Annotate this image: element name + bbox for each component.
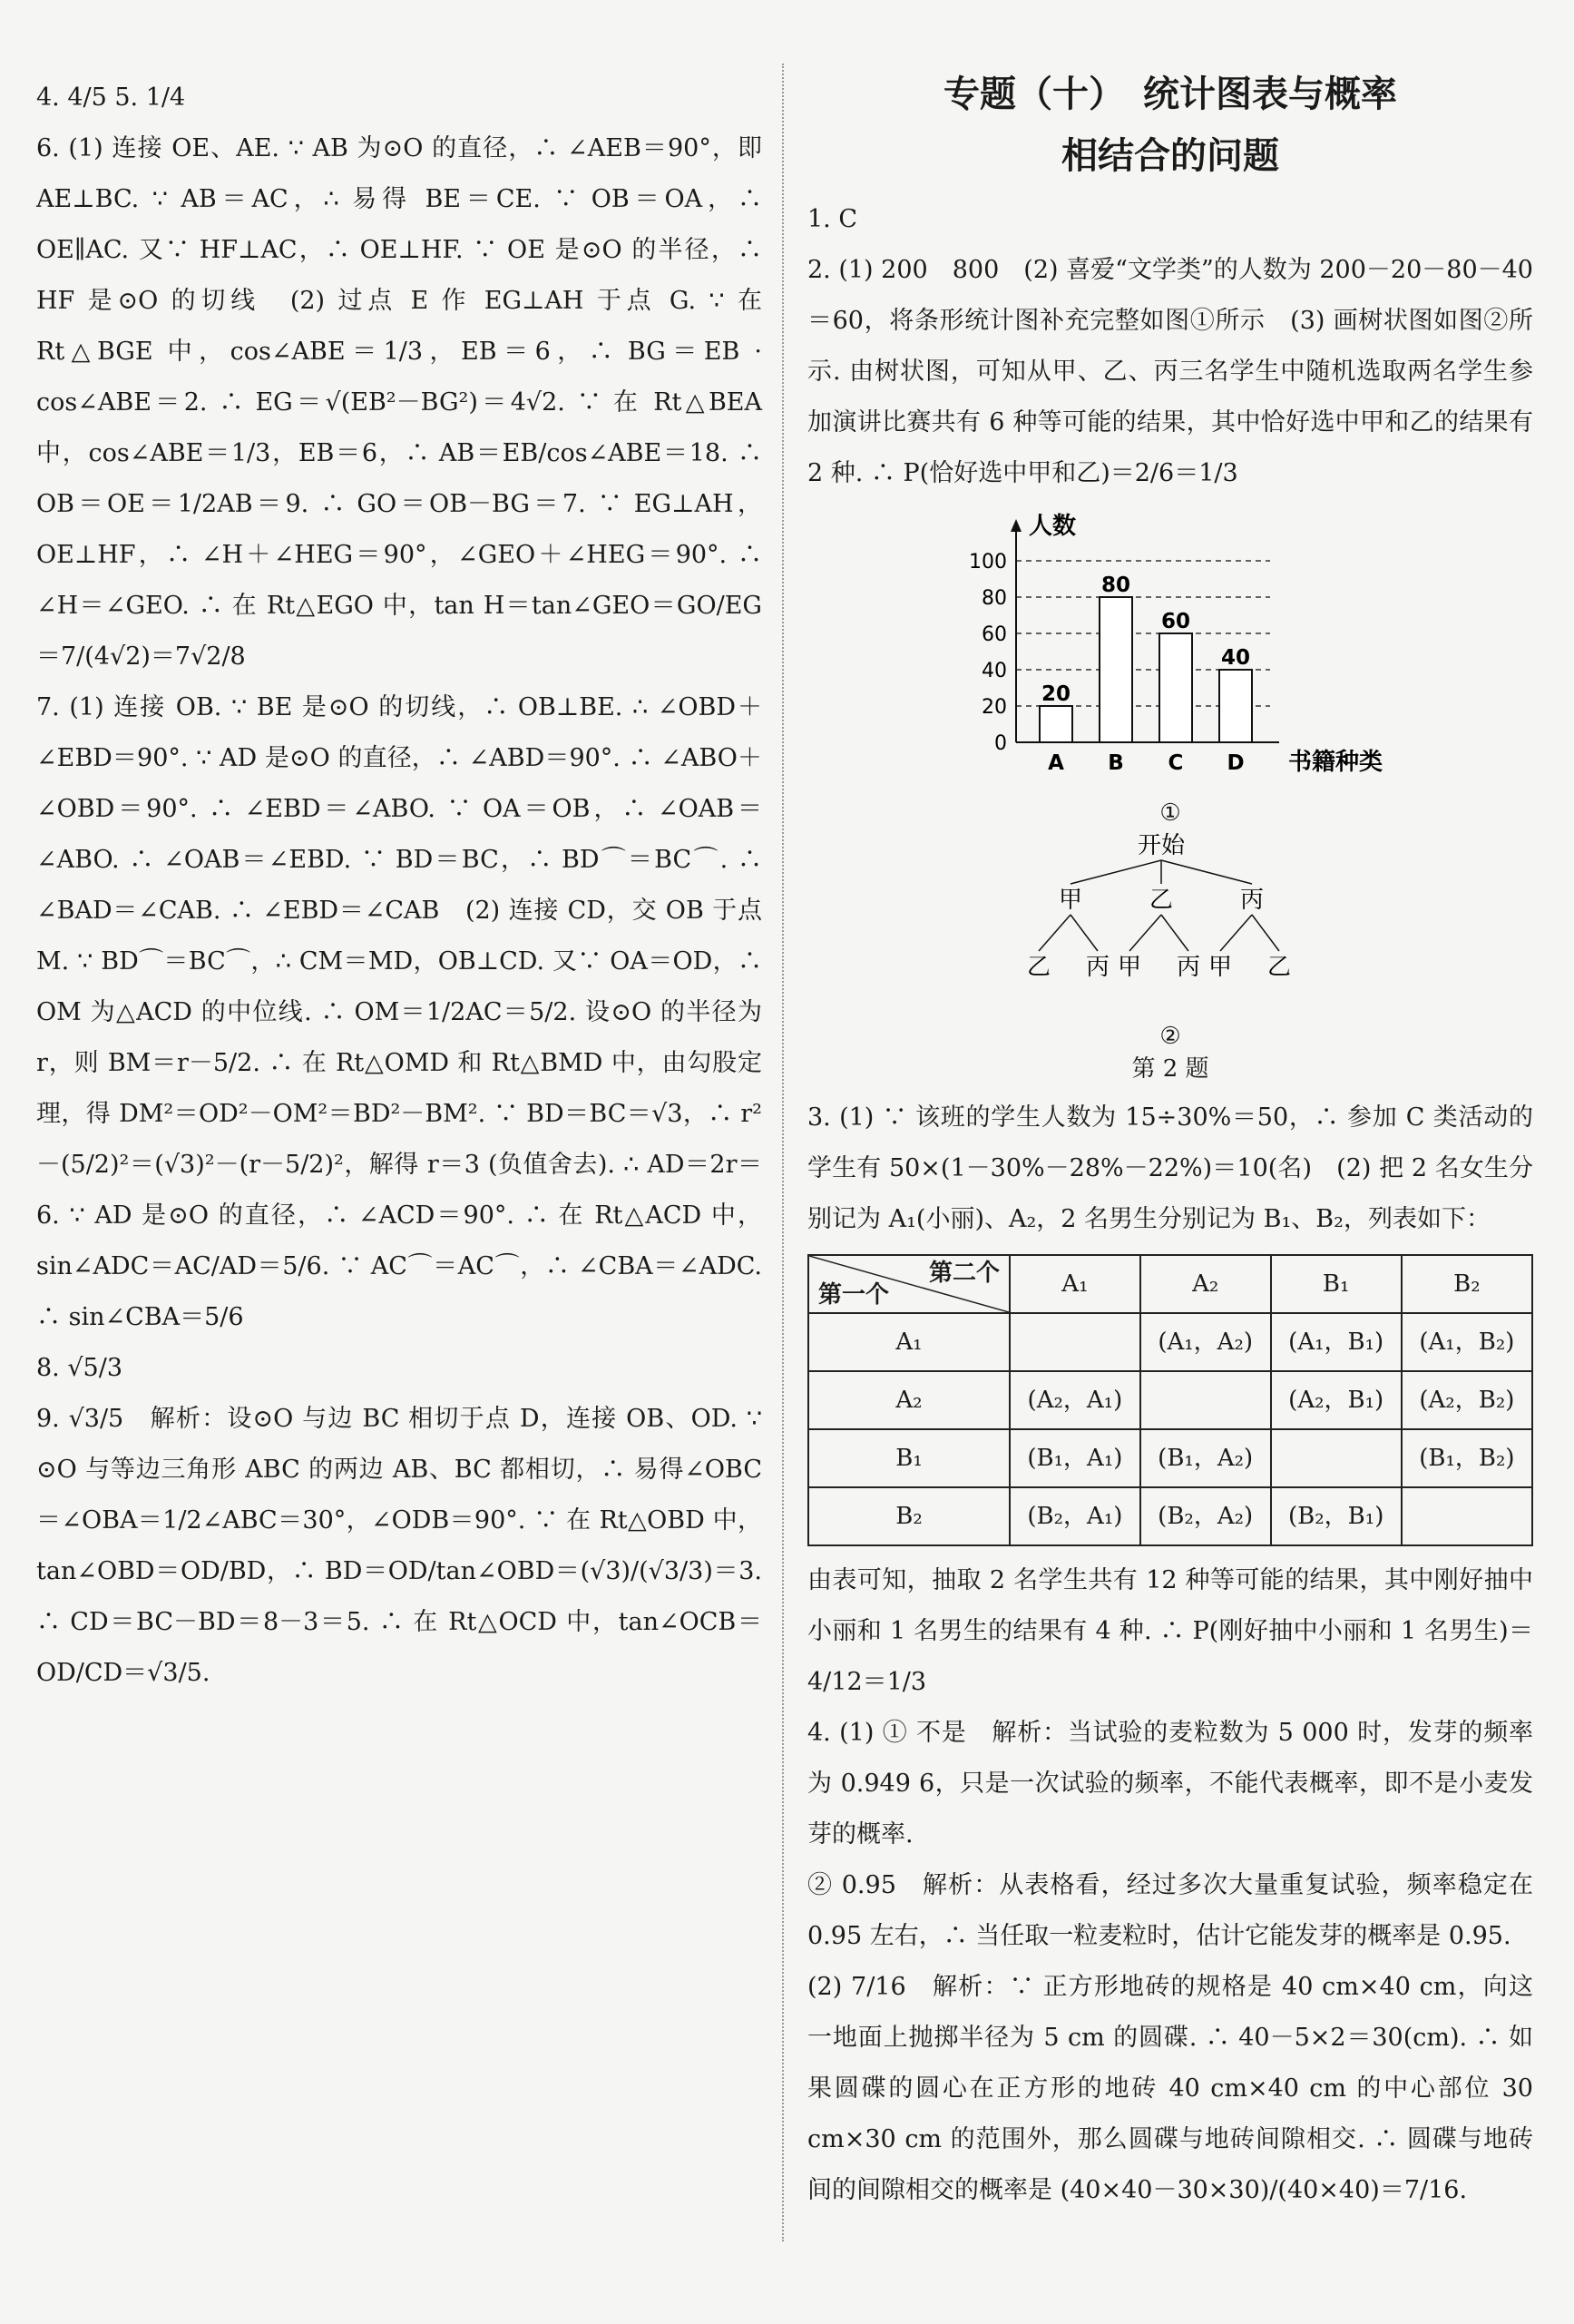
x-tick-label: B — [1108, 751, 1124, 775]
answer-4-1a: 4. (1) ① 不是 解析：当试验的麦粒数为 5 000 时，发芽的频率为 0.949 6，只是一次试验的频率，不能代表概率，即不是小麦发芽的概率. — [807, 1719, 1533, 1848]
table-cell: (A₂，B₂) — [1402, 1371, 1532, 1429]
table-cell: (A₁，A₂) — [1140, 1313, 1271, 1371]
left-column — [36, 73, 762, 1699]
tree-node: 丙 — [1239, 887, 1265, 914]
table-row-header: A₂ — [808, 1371, 1010, 1429]
x-tick-label: A — [1048, 751, 1064, 775]
figure-caption-3: 第 2 题 — [1131, 1055, 1209, 1083]
table-cell: (A₂，B₁) — [1271, 1371, 1402, 1429]
table-cell — [1271, 1429, 1402, 1487]
table-col-header: B₂ — [1402, 1255, 1532, 1313]
tree-branch — [1220, 915, 1252, 951]
table-cell: (B₂，B₁) — [1271, 1487, 1402, 1545]
answer-6: 6. (1) 连接 OE、AE. ∵ AB 为⊙O 的直径，∴ ∠AEB＝90°，即 AE⊥BC. ∵ AB＝AC，∴ 易得 BE＝CE. ∵ OB＝OA，∴ OE∥AC. 又∵ HF⊥AC，∴ OE⊥HF. ∵ OE 是⊙O 的半径，∴ HF 是⊙O 的切线 (2) 过点 E 作 EG⊥AH 于点 G. ∵ 在 Rt△BGE 中，cos∠ABE＝1/3，EB＝6，∴ BG＝EB · cos∠ABE＝2. ∴ EG＝√(EB²－BG²)＝4√2. ∵ 在 Rt△BEA 中，cos∠ABE＝1/3，EB＝6，∴ AB＝EB/cos∠ABE＝18. ∴ OB＝OE＝1/2AB＝9. ∴ GO＝OB－BG＝7. ∵ EG⊥AH，OE⊥HF，∴ ∠H＋∠HEG＝90°，∠GEO＋∠HEG＝90°. ∴ ∠H＝∠GEO. ∴ 在 Rt△EGO 中，tan H＝tan∠GEO＝GO/EG＝7/(4√2)＝7√2/8 — [36, 134, 762, 671]
table-col-header: B₁ — [1271, 1255, 1402, 1313]
bar — [1159, 633, 1192, 742]
bar — [1219, 670, 1252, 742]
tree-leaf: 乙 — [1266, 954, 1292, 981]
tree-node: 乙 — [1149, 887, 1174, 914]
answer-4-1b: ② 0.95 解析：从表格看，经过多次大量重复试验，频率稳定在 0.95 左右，∴ 当任取一粒麦粒时，估计它能发芽的概率是 0.95. — [807, 1871, 1533, 1950]
section-title — [807, 64, 1533, 187]
y-axis-arrow — [1011, 519, 1022, 532]
tree-branch — [1161, 860, 1252, 884]
answer-7: 7. (1) 连接 OB. ∵ BE 是⊙O 的切线，∴ OB⊥BE. ∴ ∠OBD＋∠EBD＝90°. ∵ AD 是⊙O 的直径，∴ ∠ABD＝90°. ∴ ∠ABO＋∠OBD＝90°. ∴ ∠EBD＝∠ABO. ∵ OA＝OB，∴ ∠OAB＝∠ABO. ∴ ∠OAB＝∠EBD. ∵ BD＝BC，∴ BD⌒＝BC⌒. ∴ ∠BAD＝∠CAB. ∴ ∠EBD＝∠CAB (2) 连接 CD，交 OB 于点 M. ∵ BD⌒＝BC⌒，∴ CM＝MD，OB⊥CD. 又∵ OA＝OD，∴ OM 为△ACD 的中位线. ∴ OM＝1/2AC＝5/2. 设⊙O 的半径为 r，则 BM＝r－5/2. ∴ 在 Rt△OMD 和 Rt△BMD 中，由勾股定理，得 DM²＝OD²－OM²＝BD²－BM². ∵ BD＝BC＝√3，∴ r²－(5/2)²＝(√3)²－(r－5/2)²，解得 r＝3 (负值舍去). ∴ AD＝2r＝6. ∵ AD 是⊙O 的直径，∴ ∠ACD＝90°. ∴ 在 Rt△ACD 中，sin∠ADC＝AC/AD＝5/6. ∵ AC⌒＝AC⌒，∴ ∠CBA＝∠ADC. ∴ sin∠CBA＝5/6 — [36, 693, 762, 1331]
figure-caption-1: ① — [1159, 799, 1181, 827]
y-tick-label: 20 — [982, 696, 1007, 719]
section-title-line2: 相结合的问题 — [1061, 135, 1279, 177]
table-cell: (A₂，A₁) — [1010, 1371, 1140, 1429]
tree-branch — [1129, 915, 1161, 951]
table-corner-bottom: 第一个 — [818, 1281, 890, 1309]
table-row-header: B₁ — [808, 1429, 1010, 1487]
bar-value-label: 60 — [1160, 610, 1191, 633]
table-col-header: A₁ — [1010, 1255, 1140, 1313]
table-row-header: A₁ — [808, 1313, 1010, 1371]
tree-branch — [1071, 915, 1098, 951]
y-tick-label: 40 — [982, 660, 1007, 682]
y-axis-label: 人数 — [1029, 513, 1077, 540]
table-row — [808, 1371, 1532, 1429]
outcome-table — [807, 1254, 1533, 1546]
answer-8: 8. √5/3 — [36, 1354, 123, 1382]
answer-3-intro: 3. (1) ∵ 该班的学生人数为 15÷30%＝50，∴ 参加 C 类活动的学生有 50×(1－30%－28%－22%)＝10(名) (2) 把 2 名女生分别记为 A₁(小丽)、A₂，2 名男生分别记为 B₁、B₂，列表如下： — [807, 1103, 1533, 1233]
table-cell — [1402, 1487, 1532, 1545]
answer-4-2: (2) 7/16 解析：∵ 正方形地砖的规格是 40 cm×40 cm，向这一地面上抛掷半径为 5 cm 的圆碟. ∴ 40－5×2＝30(cm). ∴ 如果圆碟的圆心在正方形的地砖 40 cm×40 cm 的中心部位 30 cm×30 cm 的范围外，那么圆碟与地砖间隙相交. ∴ 圆碟与地砖间的间隙相交的概率是 (40×40－30×30)/(40×40)＝7/16. — [807, 1973, 1533, 2204]
x-tick-label: C — [1168, 751, 1184, 775]
y-tick-label: 60 — [982, 623, 1007, 646]
tree-diagram — [807, 829, 1533, 1002]
bar-value-label: 40 — [1220, 646, 1251, 670]
table-row — [808, 1429, 1532, 1487]
answer-2: 2. (1) 200 800 (2) 喜爱“文学类”的人数为 200－20－80－40＝60，将条形统计图补充完整如图①所示 (3) 画树状图如图②所示. 由树状图，可知从甲、乙、丙三名学生中随机选取两名学生参加演讲比赛共有 6 种等可能的结果，其中恰好选中甲和乙的结果有 2 种. ∴ P(恰好选中甲和乙)＝2/6＝1/3 — [807, 256, 1533, 487]
column-divider — [782, 64, 784, 2241]
tree-root: 开始 — [1137, 832, 1186, 859]
table-cell: (B₁，B₂) — [1402, 1429, 1532, 1487]
table-cell: (B₂，A₂) — [1140, 1487, 1271, 1545]
tree-leaf: 丙 — [1176, 954, 1201, 981]
table-row — [808, 1487, 1532, 1545]
table-cell: (B₁，A₁) — [1010, 1429, 1140, 1487]
tree-leaf: 甲 — [1117, 954, 1142, 981]
table-cell: (B₂，A₁) — [1010, 1487, 1140, 1545]
bar — [1040, 706, 1072, 742]
figure-2 — [807, 506, 1533, 1085]
tree-leaf: 丙 — [1085, 954, 1110, 981]
tree-branch — [1039, 915, 1071, 951]
table-row — [808, 1313, 1532, 1371]
bar-value-label: 80 — [1100, 574, 1131, 597]
table-corner-cell — [808, 1255, 1010, 1313]
y-tick-label: 0 — [994, 732, 1007, 755]
bar-chart — [807, 506, 1533, 779]
tree-node: 甲 — [1058, 887, 1083, 914]
table-cell: (B₁，A₂) — [1140, 1429, 1271, 1487]
table-corner-top: 第二个 — [928, 1260, 1000, 1287]
table-cell — [1010, 1313, 1140, 1371]
answer-3-tail: 由表可知，抽取 2 名学生共有 12 种等可能的结果，其中刚好抽中小丽和 1 名男生的结果有 4 种. ∴ P(刚好抽中小丽和 1 名男生)＝4/12＝1/3 — [807, 1566, 1533, 1696]
x-tick-label: D — [1227, 751, 1245, 775]
answer-9: 9. √3/5 解析：设⊙O 与边 BC 相切于点 D，连接 OB、OD. ∵ ⊙O 与等边三角形 ABC 的两边 AB、BC 都相切，∴ 易得∠OBC＝∠OBA＝1/2∠ABC＝30°，∠ODB＝90°. ∵ 在 Rt△OBD 中，tan∠OBD＝OD/BD，∴ BD＝OD/tan∠OBD＝(√3)/(√3/3)＝3. ∴ CD＝BC－BD＝8－3＝5. ∴ 在 Rt△OCD 中，tan∠OCB＝OD/CD＝√3/5. — [36, 1405, 762, 1687]
x-axis-label: 书籍种类 — [1288, 749, 1383, 776]
answer-1: 1. C — [807, 205, 858, 233]
right-column — [807, 73, 1533, 2216]
table-row-header: B₂ — [808, 1487, 1010, 1545]
tree-branch — [1161, 915, 1188, 951]
tree-branch — [1252, 915, 1279, 951]
table-header-row — [808, 1255, 1532, 1313]
table-col-header: A₂ — [1140, 1255, 1271, 1313]
figure-caption-2: ② — [1159, 1023, 1181, 1050]
tree-leaf: 乙 — [1026, 954, 1051, 981]
section-title-line1: 专题（十） 统计图表与概率 — [943, 74, 1397, 115]
tree-leaf: 甲 — [1207, 954, 1233, 981]
answer-4-5: 4. 4/5 5. 1/4 — [36, 83, 186, 112]
bar — [1100, 597, 1132, 742]
tree-branch — [1071, 860, 1161, 884]
table-cell: (A₁，B₁) — [1271, 1313, 1402, 1371]
bar-value-label: 20 — [1041, 682, 1071, 706]
table-cell: (A₁，B₂) — [1402, 1313, 1532, 1371]
y-tick-label: 100 — [969, 551, 1007, 574]
table-cell — [1140, 1371, 1271, 1429]
y-tick-label: 80 — [982, 587, 1007, 610]
